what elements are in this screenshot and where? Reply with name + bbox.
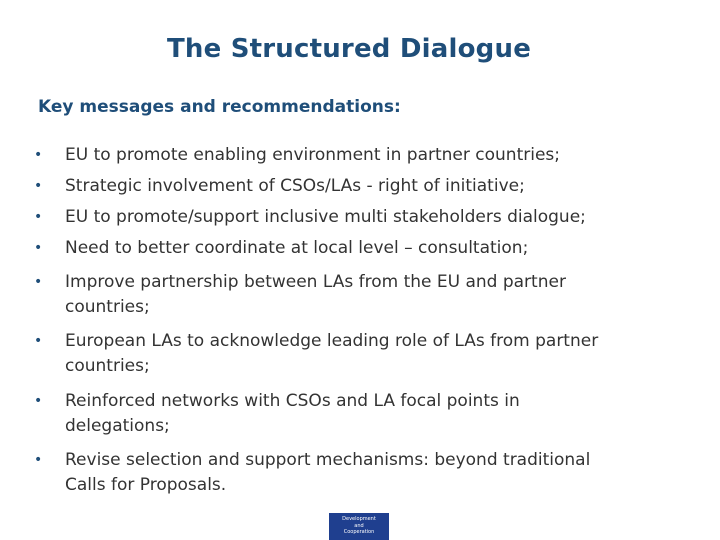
bullet-dot-icon: • [34,209,43,225]
bullet-text: EU to promote enabling environment in partner countries; [65,145,560,165]
development-cooperation-logo: Development and Cooperation [329,513,389,540]
bullet-dot-icon: • [34,333,43,349]
bullet-text: Reinforced networks with CSOs and LA focal points in delegations; [65,391,520,436]
bullet-text: Strategic involvement of CSOs/LAs - right of initiative; [65,176,525,196]
bullet-text: Need to better coordinate at local level – consultation; [65,238,529,258]
bullet-dot-icon: • [34,147,43,163]
bullet-text: European LAs to acknowledge leading role of LAs from partner countries; [65,331,599,376]
bullet-dot-icon: • [34,178,43,194]
bullet-dot-icon: • [34,452,43,468]
bullet-dot-icon: • [34,240,43,256]
bullet-text: EU to promote/support inclusive multi stakeholders dialogue; [65,207,586,227]
slide-subtitle: Key messages and recommendations: [38,97,401,117]
bullet-dot-icon: • [34,274,43,290]
bullet-dot-icon: • [34,393,43,409]
bullet-text: Revise selection and support mechanisms: beyond traditional Calls for Proposals. [65,450,591,495]
slide-title: The Structured Dialogue [166,34,532,64]
bullet-text: Improve partnership between LAs from the EU and partner countries; [65,272,566,317]
